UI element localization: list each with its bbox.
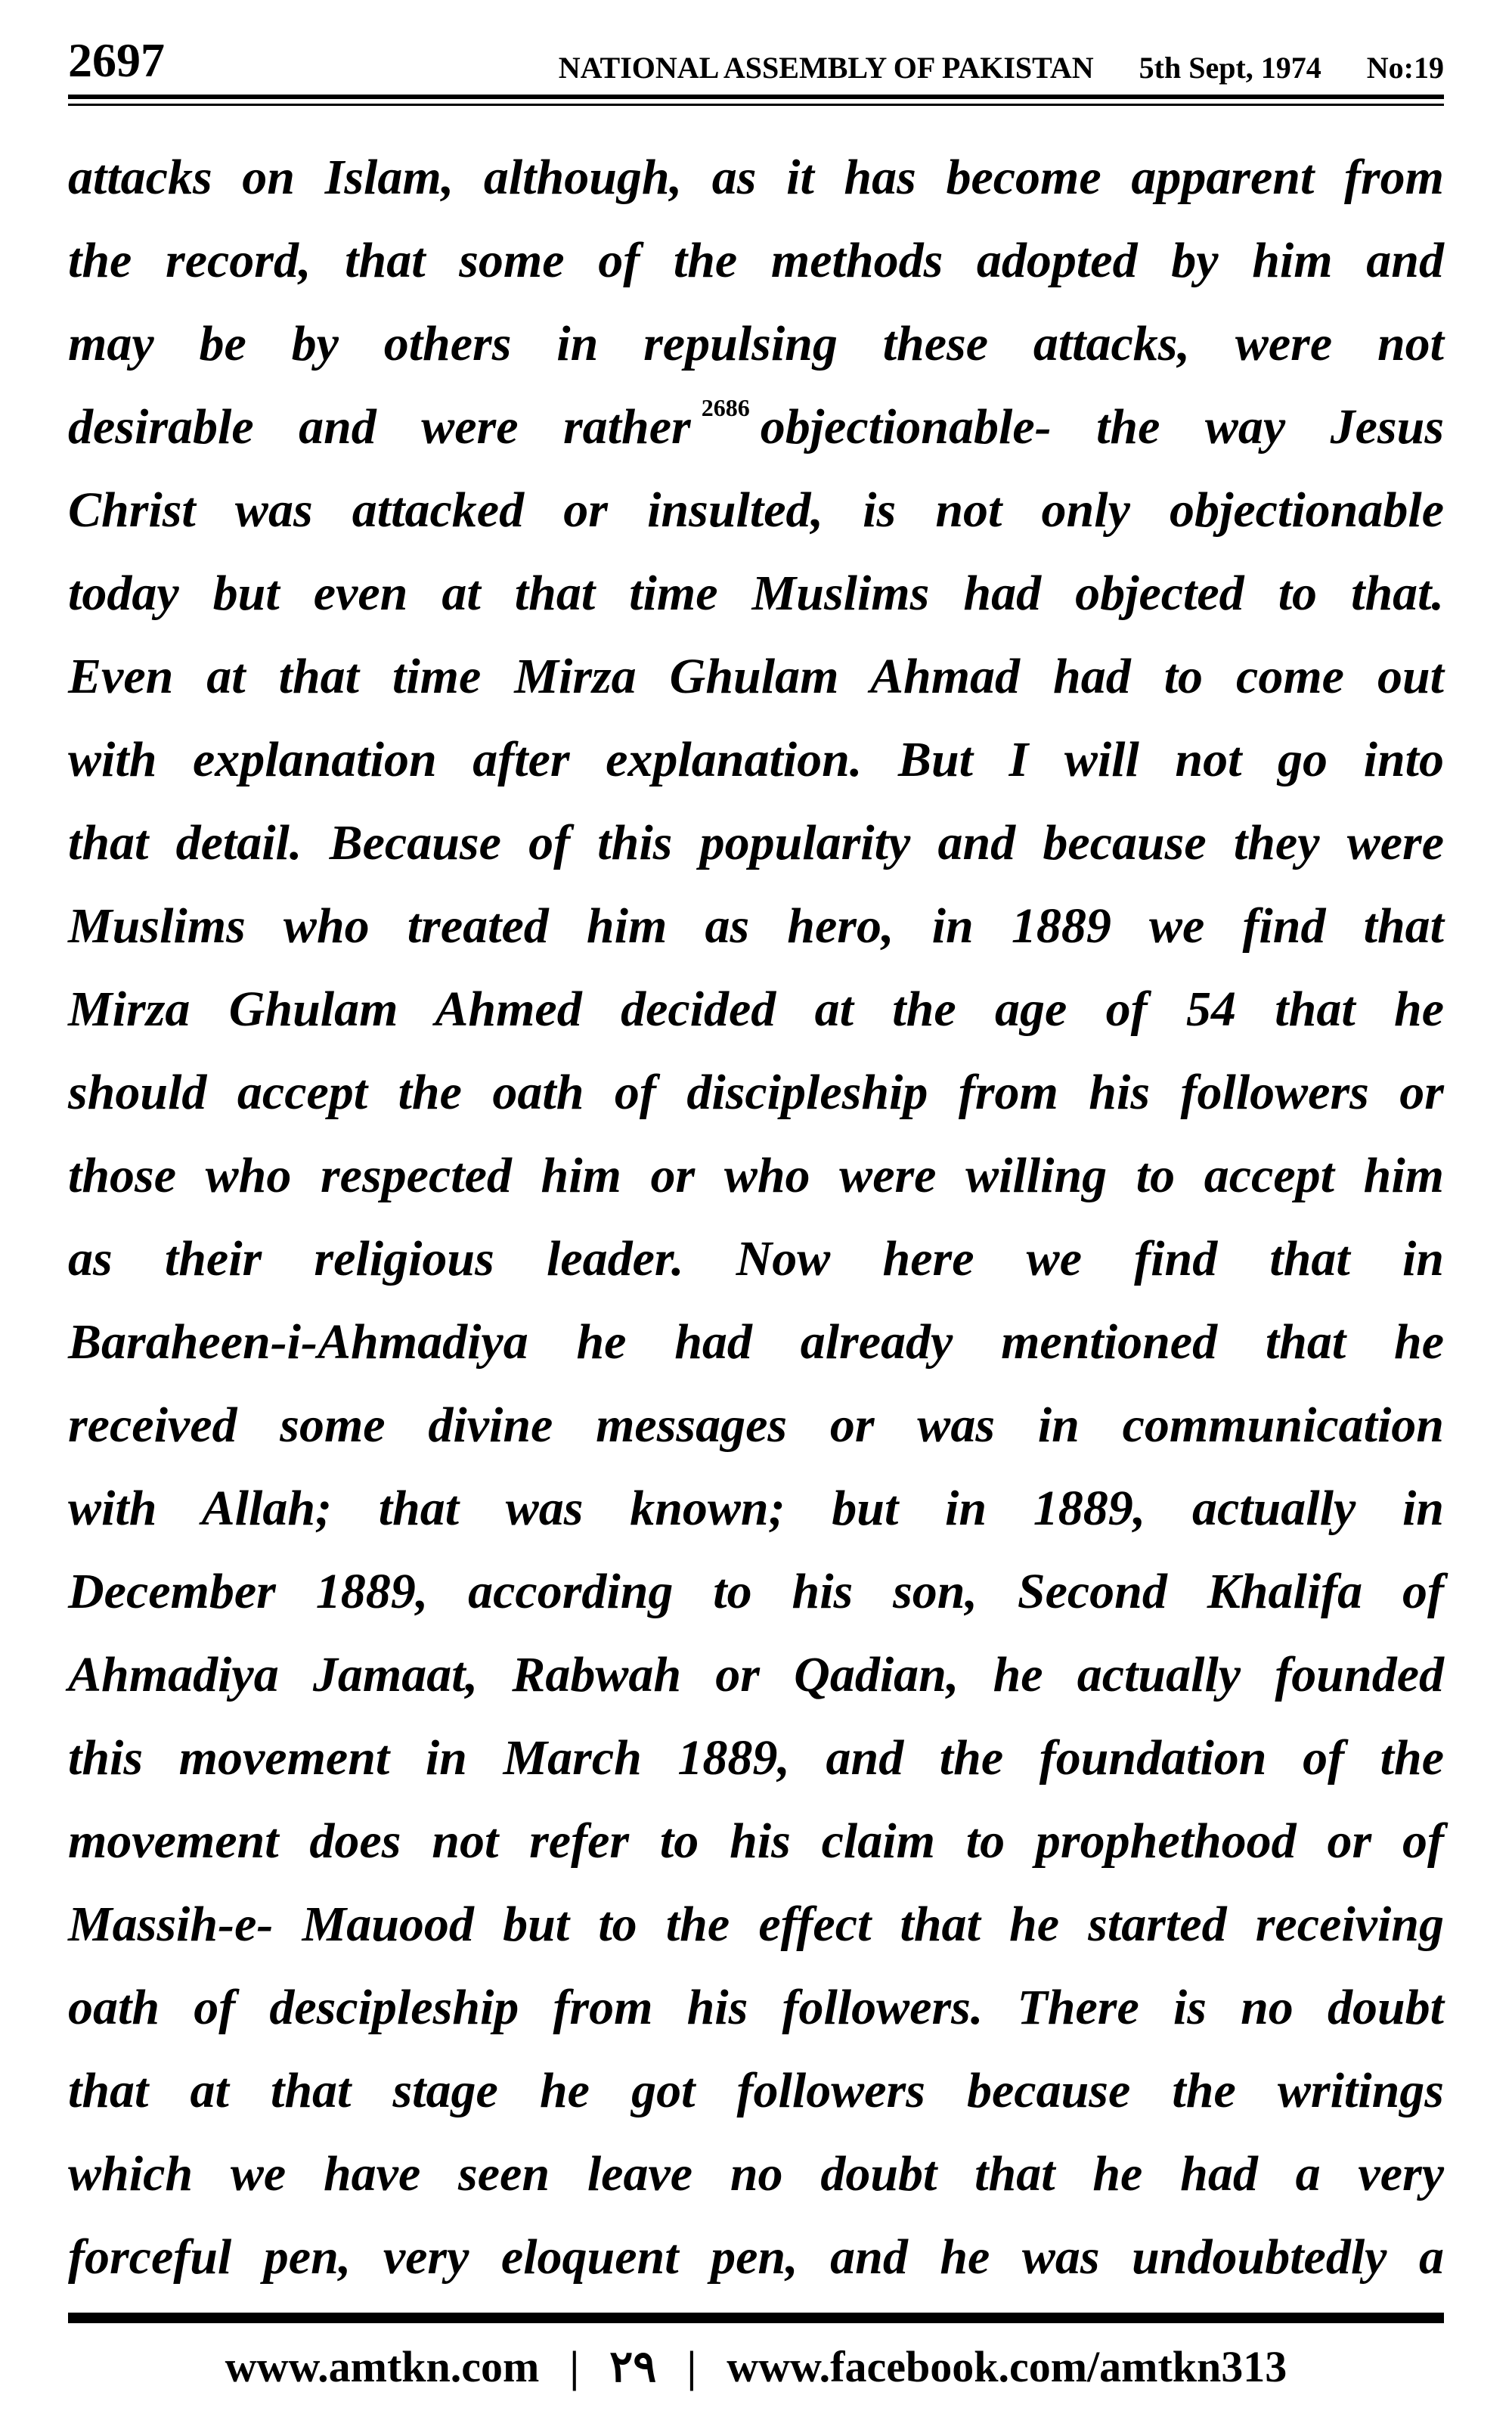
publication-title: NATIONAL ASSEMBLY OF PAKISTAN [558,51,1094,85]
text-segment: objectionable- the way Jesus [760,399,1444,455]
text-line: Massih-e- Mauood but to the effect that he started receiving [68,1897,1444,1952]
issue-number: No:19 [1366,51,1444,85]
session-date: 5th Sept, 1974 [1139,51,1321,85]
folio-number: ۲۹ [609,2342,657,2391]
text-line: with explanation after explanation. But I will not go into [68,732,1444,787]
website-link[interactable]: www.amtkn.com [225,2342,540,2391]
text-line: Ahmadiya Jamaat, Rabwah or Qadian, he actually founded [68,1647,1444,1702]
text-line: received some divine messages or was in communication [68,1398,1444,1453]
text-line: Baraheen-i-Ahmadiya he had already mentioned that he [68,1314,1444,1370]
text-line: should accept the oath of discipleship from his followers or [68,1065,1444,1120]
text-line: the record, that some of the methods adopted by him and [68,233,1444,288]
header-meta [559,45,1444,91]
text-line: December 1889, according to his son, Second Khalifa of [68,1564,1444,1619]
body-text [68,136,1444,2299]
page-number: 2697 [68,33,165,87]
text-line-with-reference [68,386,1444,469]
text-line: movement does not refer to his claim to prophethood or of [68,1813,1444,1869]
text-line: Mirza Ghulam Ahmed decided at the age of 54 that he [68,982,1444,1037]
text-line: that detail. Because of this popularity and because they were [68,815,1444,870]
facebook-link[interactable]: www.facebook.com/amtkn313 [727,2342,1287,2391]
footer-rule [68,2313,1444,2323]
footer-separator: | [686,2342,697,2391]
text-line: Christ was attacked or insulted, is not only objectionable [68,482,1444,538]
footer-separator: | [569,2342,580,2391]
header-rule-thin [68,104,1444,106]
page-footer [68,2337,1444,2397]
text-line: those who respected him or who were willing to accept him [68,1148,1444,1203]
text-line: that at that stage he got followers because the writings [68,2063,1444,2118]
text-line: attacks on Islam, although, as it has become apparent from [68,150,1444,205]
text-line: as their religious leader. Now here we find that in [68,1231,1444,1286]
text-line: forceful pen, very eloquent pen, and he was undoubtedly a [68,2229,1444,2285]
text-line: may be by others in repulsing these attacks, were not [68,316,1444,371]
text-line: with Allah; that was known; but in 1889, actually in [68,1481,1444,1536]
text-line: today but even at that time Muslims had objected to that. [68,566,1444,621]
text-line: Muslims who treated him as hero, in 1889 we find that [68,898,1444,954]
page-header [68,30,1444,98]
text-line: this movement in March 1889, and the foundation of the [68,1730,1444,1786]
text-line: Even at that time Mirza Ghulam Ahmad had to come out [68,649,1444,704]
text-segment: desirable and were rather [68,399,691,455]
text-line: which we have seen leave no doubt that he had a very [68,2146,1444,2201]
header-rule-thick [68,95,1444,99]
page-reference-marker: 2686 [701,394,750,421]
text-line: oath of descipleship from his followers. There is no doubt [68,1980,1444,2035]
